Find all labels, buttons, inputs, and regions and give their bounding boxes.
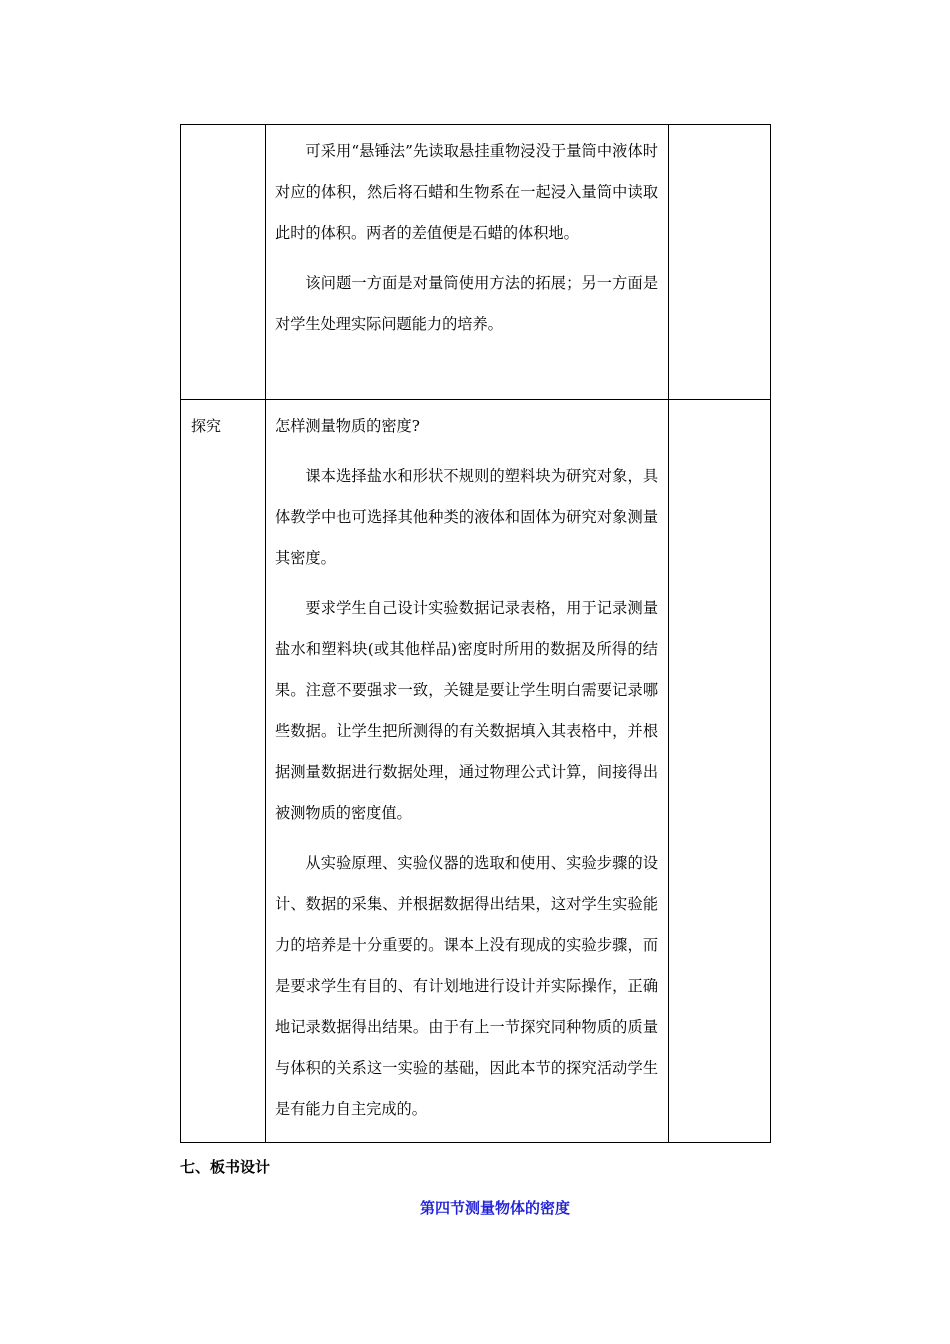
paragraph: 该问题一方面是对量筒使用方法的拓展；另一方面是对学生处理实际问题能力的培养。	[275, 274, 658, 333]
row-content	[266, 125, 669, 400]
row-label	[181, 125, 266, 400]
board-title: 第四节测量物体的密度	[419, 1199, 570, 1217]
question-text: 怎样测量物质的密度?	[275, 417, 420, 435]
paragraph: 可采用“悬锤法”先读取悬挂重物浸没于量筒中液体时对应的体积，然后将石蜡和生物系在一起浸入量筒中读取此时的体积。两者的差值便是石蜡的体积地。	[275, 142, 658, 242]
lesson-table	[180, 124, 771, 1143]
row-content	[266, 400, 669, 1143]
table-row	[181, 400, 771, 1143]
row-label: 探究	[181, 400, 266, 1143]
row-note	[669, 400, 771, 1143]
section-heading: 七、板书设计	[180, 1158, 271, 1176]
paragraph: 要求学生自己设计实验数据记录表格，用于记录测量盐水和塑料块(或其他样品)密度时所用的数据及所得的结果。注意不要强求一致，关键是要让学生明白需要记录哪些数据。让学生把所测得的有关数据填入其表格中，并根据测量数据进行数据处理，通过物理公式计算，间接得出被测物质的密度值。	[275, 599, 658, 822]
paragraph: 课本选择盐水和形状不规则的塑料块为研究对象，具体教学中也可选择其他种类的液体和固体为研究对象测量其密度。	[275, 467, 658, 567]
table-row	[181, 125, 771, 400]
row-note	[669, 125, 771, 400]
paragraph: 从实验原理、实验仪器的选取和使用、实验步骤的设计、数据的采集、并根据数据得出结果，这对学生实验能力的培养是十分重要的。课本上没有现成的实验步骤，而是要求学生有目的、有计划地进行设计并实际操作，正确地记录数据得出结果。由于有上一节探究同种物质的质量与体积的关系这一实验的基础，因此本节的探究活动学生是有能力自主完成的。	[275, 854, 658, 1118]
